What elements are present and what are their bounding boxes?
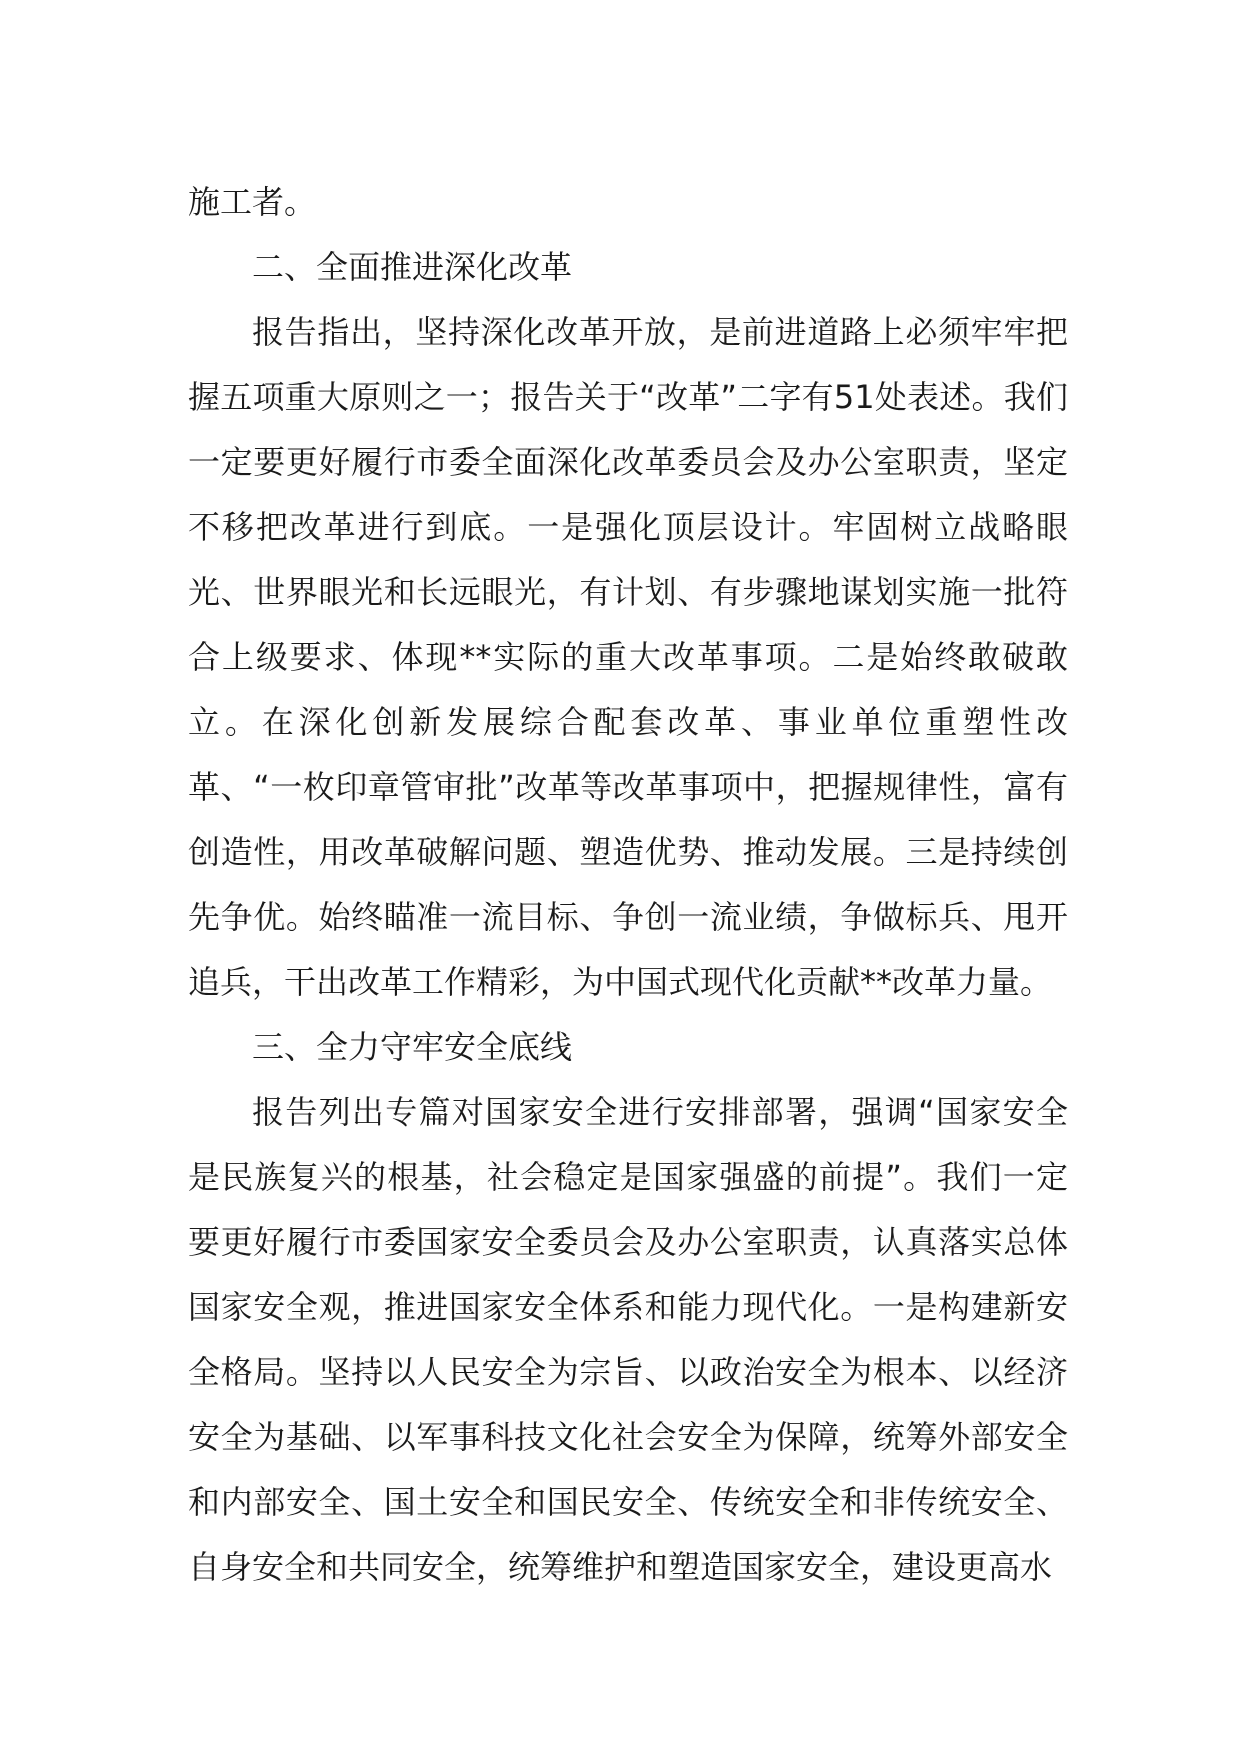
section-heading-3: 三、全力守牢安全底线 (252, 1028, 573, 1066)
paragraph-reform: 报告指出，坚持深化改革开放，是前进道路上必须牢牢把握五项重大原则之一；报告关于“改革”二字有51处表述。我们一定要更好履行市委全面深化改革委员会及办公室职责，坚定不移把改革进行到底。一是强化顶层设计。牢固树立战略眼光、世界眼光和长远眼光，有计划、有步骤地谋划实施一批符合上级要求、体现**实际的重大改革事项。二是始终敢破敢立。在深化创新发展综合配套改革、事业单位重塑性改革、“一枚印章管审批”改革等改革事项中，把握规律性，富有创造性，用改革破解问题、塑造优势、推动发展。三是持续创先争优。始终瞄准一流目标、争创一流业绩，争做标兵、甩开追兵，干出改革工作精彩，为中国式现代化贡献**改革力量。 (188, 313, 1068, 1001)
section-heading-2: 二、全面推进深化改革 (252, 248, 573, 286)
paragraph-security: 报告列出专篇对国家安全进行安排部署，强调“国家安全是民族复兴的根基，社会稳定是国家强盛的前提”。我们一定要更好履行市委国家安全委员会及办公室职责，认真落实总体国家安全观，推进国家安全体系和能力现代化。一是构建新安全格局。坚持以人民安全为宗旨、以政治安全为根本、以经济安全为基础、以军事科技文化社会安全为保障，统筹外部安全和内部安全、国土安全和国民安全、传统安全和非传统安全、自身安全和共同安全，统筹维护和塑造国家安全，建设更高水 (188, 1093, 1068, 1586)
paragraph-continued: 施工者。 (188, 183, 317, 221)
document-body (188, 170, 1068, 1600)
